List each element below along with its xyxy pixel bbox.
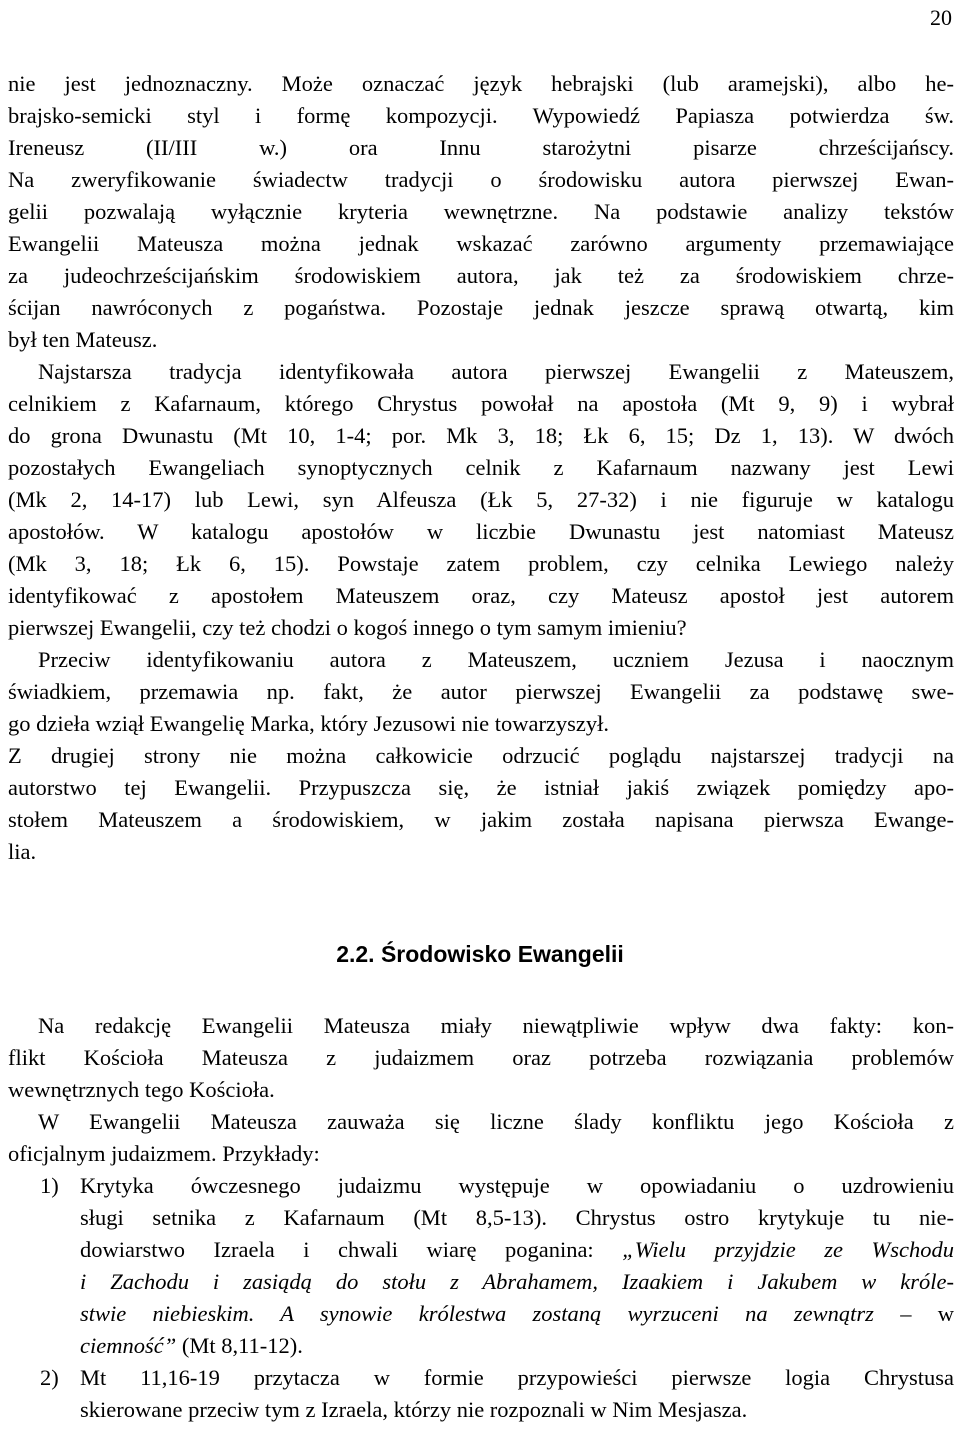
paragraph-1-line-8: ścijan nawróconych z pogaństwa. Pozostaje jednak jeszcze sprawą otwartą, kim [8, 295, 954, 320]
paragraph-1-line-2: brajsko-semicki styl i formę kompozycji. Wypowiedź Papiasza potwierdza św. [8, 103, 954, 128]
paragraph-2-line-1: Najstarsza tradycja identyfikowała autora pierwszej Ewangelii z Mateuszem, [38, 359, 954, 384]
quote-start: „Wielu przyjdzie ze Wschodu [622, 1237, 954, 1262]
paragraph-6-line-1: W Ewangelii Mateusza zauważa się liczne ślady konfliktu jego Kościoła z [38, 1109, 954, 1134]
paragraph-3 [8, 644, 954, 740]
quote-line-4: i Zachodu i zasiądą do stołu z Abrahamem, Izaakiem i Jakubem w króle- [80, 1269, 954, 1294]
list-item-2 [8, 1362, 954, 1426]
paragraph-6-line-2: oficjalnym judaizmem. Przykłady: [8, 1141, 320, 1166]
paragraph-1-line-7: za judeochrześcijańskim środowiskiem autora, jak też za środowiskiem chrze- [8, 263, 954, 288]
quote-line-5: stwie niebieskim. A synowie królestwa zostaną wyrzuceni na zewnątrz [80, 1301, 874, 1326]
quote-end: ciemność” [80, 1333, 177, 1358]
paragraph-4-line-3: stołem Mateuszem a środowiskiem, w jakim została napisana pierwsza Ewange- [8, 807, 954, 832]
paragraph-1-line-4: Na zweryfikowanie świadectw tradycji o środowisku autora pierwszej Ewan- [8, 167, 954, 192]
paragraph-2-line-6: apostołów. W katalogu apostołów w liczbie Dwunastu jest natomiast Mateusz [8, 519, 954, 544]
list-item-2-text-line-1: Mt 11,16-19 przytacza w formie przypowieści pierwsze logia Chrystusa [80, 1365, 954, 1390]
paragraph-2-line-5: (Mk 2, 14-17) lub Lewi, syn Alfeusza (Łk 5, 27-32) i nie figuruje w katalogu [8, 487, 954, 512]
list-item-1-line-5-tail: – w [873, 1301, 954, 1326]
paragraph-3-line-1: Przeciw identyfikowaniu autora z Mateuszem, uczniem Jezusa i naocznym [38, 647, 954, 672]
list-item-1-line-6 [80, 1330, 954, 1362]
paragraph-1-line-9: był ten Mateusz. [8, 327, 158, 352]
paragraph-6 [8, 1106, 954, 1170]
paragraph-2-line-7: (Mk 3, 18; Łk 6, 15). Powstaje zatem problem, czy celnika Lewiego należy [8, 551, 954, 576]
paragraph-2-line-4: pozostałych Ewangeliach synoptycznych celnik z Kafarnaum nazwany jest Lewi [8, 455, 954, 480]
paragraph-1-line-6: Ewangelii Mateusza można jednak wskazać zarówno argumenty przemawiające [8, 231, 954, 256]
paragraph-2-line-9: pierwszej Ewangelii, czy też chodzi o kogoś innego o tym samym imieniu? [8, 615, 687, 640]
paragraph-2-line-8: identyfikować z apostołem Mateuszem oraz, czy Mateusz apostoł jest autorem [8, 583, 954, 608]
list-item-1-line-1: Krytyka ówczesnego judaizmu występuje w opowiadaniu o uzdrowieniu [80, 1173, 954, 1198]
paragraph-4-line-2: autorstwo tej Ewangelii. Przypuszcza się, że istniał jakiś związek pomiędzy apo- [8, 775, 954, 800]
paragraph-5-line-2: flikt Kościoła Mateusza z judaizmem oraz potrzeba rozwiązania problemów [8, 1045, 954, 1070]
paragraph-5-line-1: Na redakcję Ewangelii Mateusza miały niewątpliwie wpływ dwa fakty: kon- [38, 1013, 954, 1038]
paragraph-4 [8, 740, 954, 868]
list-item-2-text [80, 1362, 954, 1426]
example-list [8, 1170, 954, 1426]
paragraph-2 [8, 356, 954, 644]
paragraph-2-line-2: celnikiem z Kafarnaum, którego Chrystus powołał na apostoła (Mt 9, 9) i wybrał [8, 391, 954, 416]
list-item-1-line-2: sługi setnika z Kafarnaum (Mt 8,5-13). Chrystus ostro krytykuje tu nie- [80, 1205, 954, 1230]
list-item-1-line-3-text: dowiarstwo Izraela i chwali wiarę poganina: [80, 1237, 623, 1262]
paragraph-1-line-1: nie jest jednoznaczny. Może oznaczać język hebrajski (lub aramejski), albo he- [8, 71, 954, 96]
page-number: 20 [930, 5, 952, 30]
list-marker-2: 2) [40, 1365, 59, 1390]
list-item-1 [8, 1170, 954, 1362]
paragraph-1 [8, 68, 954, 356]
paragraph-5-line-3: wewnętrznych tego Kościoła. [8, 1077, 275, 1102]
paragraph-5 [8, 1010, 954, 1106]
paragraph-1-line-3: Ireneusz (II/III w.) ora Innu starożytni pisarze chrześcijańscy. [8, 135, 954, 160]
paragraph-3-line-2: świadkiem, przemawia np. fakt, że autor pierwszej Ewangelii za podstawę swe- [8, 679, 954, 704]
paragraph-4-line-1: Z drugiej strony nie można całkowicie odrzucić poglądu najstarszej tradycji na [8, 743, 954, 768]
section-heading: 2.2. Środowisko Ewangelii [336, 941, 624, 967]
list-item-1-reference: (Mt 8,11-12). [176, 1333, 303, 1358]
list-item-1-line-3 [80, 1234, 954, 1266]
list-item-1-line-5 [80, 1298, 954, 1330]
paragraph-3-line-3: go dzieła wziął Ewangelię Marka, który Jezusowi nie towarzyszył. [8, 711, 610, 736]
paragraph-1-line-5: gelii pozwalają wyłącznie kryteria wewnętrzne. Na podstawie analizy tekstów [8, 199, 954, 224]
list-marker-1: 1) [40, 1173, 59, 1198]
paragraph-2-line-3: do grona Dwunastu (Mt 10, 1-4; por. Mk 3, 18; Łk 6, 15; Dz 1, 13). W dwóch [8, 423, 954, 448]
paragraph-4-line-4: lia. [8, 839, 37, 864]
list-item-2-text-line-2: skierowane przeciw tym z Izraela, którzy nie rozpoznali w Nim Mesjasza. [80, 1397, 748, 1422]
